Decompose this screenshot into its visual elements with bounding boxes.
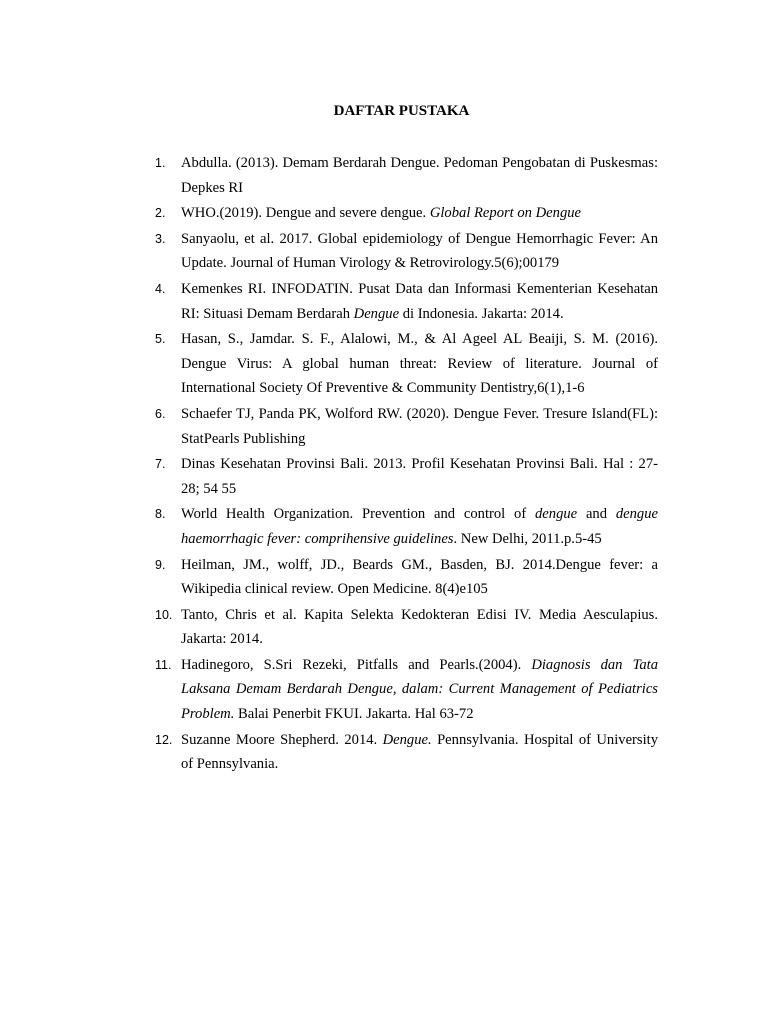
reference-number: 10. <box>155 607 173 622</box>
reference-text <box>181 603 658 652</box>
reference-number: 2. <box>155 206 166 221</box>
reference-number: 6. <box>155 406 166 421</box>
reference-italic-segment: dengue haemorrhagic fever: comprihensive guidelines <box>181 506 658 547</box>
reference-item <box>0 653 768 727</box>
reference-number: 8. <box>155 507 166 522</box>
reference-segment: Schaefer TJ, Panda PK, Wolford RW. (2020). Dengue Fever. Tresure Island(FL): StatPearls Publishing <box>181 405 658 447</box>
reference-italic-segment: dengue <box>535 506 578 523</box>
reference-number: 5. <box>155 332 166 347</box>
reference-text <box>181 653 658 727</box>
reference-italic-segment: Global Report on Dengue <box>429 205 582 222</box>
reference-italic-segment: Diagnosis dan Tata Laksana Demam Berdarah Dengue, dalam: Current Management of Pediatrics Problem. <box>181 656 658 723</box>
reference-text <box>181 151 658 200</box>
reference-segment: Sanyaolu, et al. 2017. Global epidemiology of Dengue Hemorrhagic Fever: An Update. Journal of Human Virology & Retrovirology.5(6);00179 <box>181 230 658 272</box>
reference-italic-segment: Dengue <box>353 305 400 322</box>
reference-number: 12. <box>155 732 173 747</box>
reference-segment: Pennsylvania. Hospital of University of Pennsylvania. <box>181 731 658 773</box>
reference-list <box>0 151 768 778</box>
reference-item <box>0 728 768 777</box>
reference-item <box>0 201 768 226</box>
reference-number: 3. <box>155 231 166 246</box>
reference-segment: Tanto, Chris et al. Kapita Selekta Kedokteran Edisi IV. Media Aesculapius. Jakarta: 2014. <box>181 606 658 648</box>
reference-text <box>181 502 658 551</box>
reference-text <box>181 277 658 326</box>
reference-item <box>0 277 768 326</box>
reference-number: 11. <box>155 657 172 672</box>
reference-item <box>0 502 768 551</box>
reference-text <box>181 201 658 226</box>
reference-text <box>181 227 658 276</box>
reference-segment: World Health Organization. Prevention and control of <box>181 506 535 523</box>
reference-number: 1. <box>155 156 166 170</box>
reference-segment: Balai Penerbit FKUI. Jakarta. Hal 63-72 <box>234 706 474 723</box>
reference-segment: Suzanne Moore Shepherd. 2014. <box>181 731 383 748</box>
reference-item <box>0 327 768 401</box>
reference-segment: WHO.(2019). Dengue and severe dengue. <box>181 205 430 222</box>
reference-segment: Abdulla. (2013). Demam Berdarah Dengue. Pedoman Pengobatan di Puskesmas: Depkes RI <box>181 155 658 196</box>
reference-italic-segment: Dengue. <box>382 731 432 748</box>
reference-item <box>0 402 768 451</box>
reference-segment: Dinas Kesehatan Provinsi Bali. 2013. Profil Kesehatan Provinsi Bali. Hal : 27-28; 54 55 <box>181 456 658 497</box>
reference-text <box>181 728 658 777</box>
reference-text <box>181 452 658 501</box>
reference-text <box>181 402 658 451</box>
reference-text <box>181 553 658 602</box>
reference-item <box>0 227 768 276</box>
reference-segment: di Indonesia. Jakarta: 2014. <box>399 305 564 322</box>
reference-item <box>0 603 768 652</box>
reference-segment: Hasan, S., Jamdar. S. F., Alalowi, M., & Al Ageel AL Beaiji, S. M. (2016). Dengue Virus: A global human threat: Review of literature. Journal of International Society Of Preventive & Community Dentistry,6(1),1-6 <box>181 331 658 397</box>
reference-segment: Kemenkes RI. INFODATIN. Pusat Data dan Informasi Kementerian Kesehatan RI: Situasi Demam Berdarah <box>181 280 658 322</box>
reference-item <box>0 151 768 200</box>
reference-segment: Heilman, JM., wolff, JD., Beards GM., Basden, BJ. 2014.Dengue fever: a Wikipedia clinical review. Open Medicine. 8(4)e105 <box>181 556 658 598</box>
reference-item <box>0 452 768 501</box>
reference-text <box>181 327 658 401</box>
reference-segment: . New Delhi, 2011.p.5-45 <box>453 530 602 547</box>
page-title: DAFTAR PUSTAKA <box>333 103 470 119</box>
reference-segment: and <box>577 506 616 523</box>
reference-item <box>0 553 768 602</box>
reference-segment: Hadinegoro, S.Sri Rezeki, Pitfalls and Pearls.(2004). <box>181 656 532 673</box>
reference-number: 9. <box>155 557 166 572</box>
reference-number: 4. <box>155 281 166 296</box>
reference-number: 7. <box>155 457 166 472</box>
